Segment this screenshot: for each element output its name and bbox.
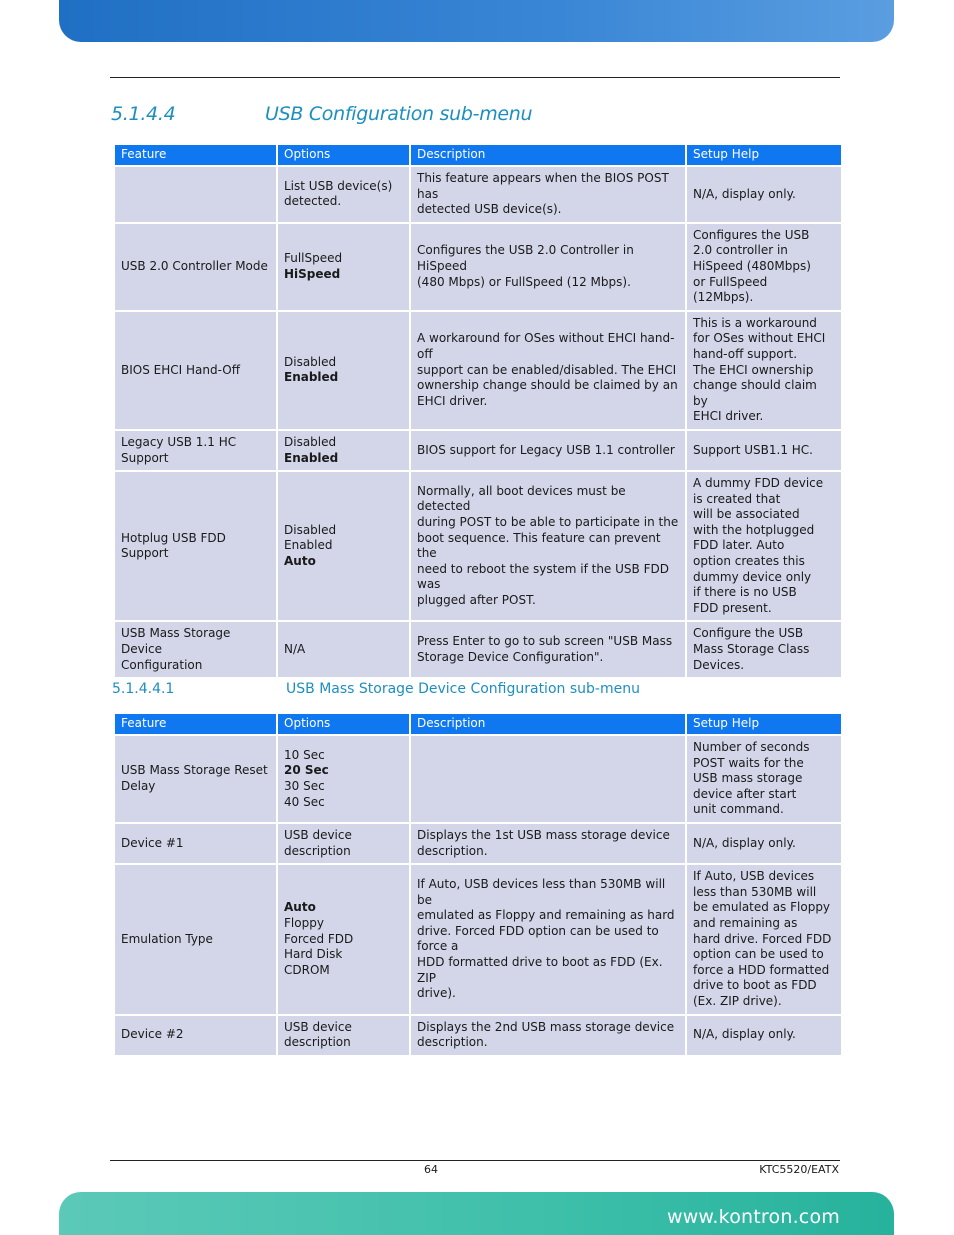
cell-text: boot sequence. This feature can prevent the <box>417 530 661 561</box>
cell-text: EHCI driver. <box>417 393 488 408</box>
table-row <box>115 312 841 429</box>
option-value: 30 Sec <box>284 778 325 793</box>
feature-cell <box>115 736 276 822</box>
cell-text: or FullSpeed <box>693 274 768 289</box>
header-description: Description <box>411 145 685 165</box>
subsection-number: 5.1.4.4.1 <box>112 681 175 697</box>
cell-text: change should claim by <box>693 378 817 408</box>
cell-text: BIOS support for Legacy USB 1.1 controller <box>417 442 675 457</box>
cell-text: Configuration <box>121 657 203 672</box>
table-row <box>115 472 841 620</box>
option-value: Enabled <box>284 450 339 465</box>
setup-help-cell <box>687 224 841 310</box>
cell-text: and remaining as <box>693 915 798 930</box>
feature-cell <box>115 312 276 429</box>
cell-text: plugged after POST. <box>417 593 536 608</box>
cell-text: Displays the 1st USB mass storage device <box>417 827 670 842</box>
cell-text: USB Mass Storage Reset <box>121 763 268 778</box>
option-value: Disabled <box>284 522 337 537</box>
option-value: Hard Disk <box>284 947 343 962</box>
option-value: USB device <box>284 1019 352 1034</box>
cell-text: If Auto, USB devices less than 530MB will be <box>417 876 666 907</box>
description-cell <box>411 224 685 310</box>
option-value: N/A <box>284 642 306 657</box>
cell-text: The EHCI ownership <box>693 362 814 377</box>
option-value: description <box>284 843 351 858</box>
setup-help-cell <box>687 312 841 429</box>
cell-text: be emulated as Floppy <box>693 900 831 915</box>
cell-text: N/A, display only. <box>693 835 796 850</box>
cell-text: Device #1 <box>121 835 184 850</box>
cell-text: 2.0 controller in <box>693 243 788 258</box>
subsection-title: USB Mass Storage Device Configuration sub-menu <box>286 681 640 697</box>
feature-cell <box>115 167 276 222</box>
setup-help-cell <box>687 167 841 222</box>
footer-rule <box>110 1160 840 1161</box>
cell-text: Delay <box>121 778 156 793</box>
cell-text: force a HDD formatted <box>693 962 830 977</box>
cell-text: less than 530MB will <box>693 884 817 899</box>
cell-text: (12Mbps). <box>693 290 754 305</box>
cell-text: N/A, display only. <box>693 1027 796 1042</box>
option-value: List USB device(s) <box>284 178 393 193</box>
option-value: USB device <box>284 827 352 842</box>
feature-cell <box>115 1016 276 1055</box>
cell-text: will be associated <box>693 507 800 522</box>
options-cell <box>278 622 409 677</box>
description-cell <box>411 431 685 470</box>
setup-help-cell <box>687 824 841 863</box>
table-row <box>115 431 841 470</box>
cell-text: A workaround for OSes without EHCI hand-off <box>417 331 675 361</box>
options-cell <box>278 224 409 310</box>
table-row <box>115 224 841 310</box>
cell-text: BIOS EHCI Hand-Off <box>121 362 240 377</box>
cell-text: Legacy USB 1.1 HC <box>121 434 237 449</box>
feature-cell <box>115 622 276 677</box>
options-cell <box>278 824 409 863</box>
option-value: Forced FDD <box>284 931 354 946</box>
option-value: 20 Sec <box>284 763 329 778</box>
feature-cell <box>115 431 276 470</box>
option-value: CDROM <box>284 962 330 977</box>
cell-text: Mass Storage Class <box>693 642 810 657</box>
cell-text: This feature appears when the BIOS POST has <box>417 171 669 201</box>
cell-text: FDD later. Auto <box>693 538 785 553</box>
cell-text: option creates this <box>693 554 805 569</box>
feature-cell <box>115 865 276 1013</box>
options-cell <box>278 312 409 429</box>
option-value: Enabled <box>284 538 333 553</box>
cell-text: If Auto, USB devices <box>693 869 815 884</box>
cell-text: Devices. <box>693 657 745 672</box>
cell-text: FDD present. <box>693 600 772 615</box>
options-cell <box>278 1016 409 1055</box>
option-value: Disabled <box>284 434 337 449</box>
website-link[interactable]: www.kontron.com <box>666 1206 840 1228</box>
header-description: Description <box>411 714 685 734</box>
description-cell <box>411 824 685 863</box>
header-setup-help: Setup Help <box>687 714 841 734</box>
table-row <box>115 167 841 222</box>
cell-text: dummy device only <box>693 569 812 584</box>
setup-help-cell <box>687 622 841 677</box>
description-cell <box>411 1016 685 1055</box>
cell-text: Number of seconds <box>693 740 810 754</box>
section-heading <box>111 103 532 125</box>
bottom-banner <box>59 1192 894 1235</box>
option-value: description <box>284 1035 351 1050</box>
table-row <box>115 622 841 677</box>
feature-cell <box>115 224 276 310</box>
cell-text: drive). <box>417 986 456 1001</box>
cell-text: A dummy FDD device <box>693 476 824 491</box>
setup-help-cell <box>687 1016 841 1055</box>
cell-text: unit command. <box>693 802 784 817</box>
cell-text: Support <box>121 450 169 465</box>
header-setup-help: Setup Help <box>687 145 841 165</box>
page-number: 64 <box>424 1163 438 1176</box>
header-feature: Feature <box>115 145 276 165</box>
cell-text: description. <box>417 843 488 858</box>
header-options: Options <box>278 145 409 165</box>
options-cell <box>278 472 409 620</box>
option-value: FullSpeed <box>284 251 343 266</box>
feature-cell <box>115 824 276 863</box>
cell-text: ownership change should be claimed by an <box>417 378 678 393</box>
cell-text: for OSes without EHCI <box>693 331 826 346</box>
cell-text: Configures the USB <box>693 227 810 242</box>
feature-cell <box>115 472 276 620</box>
subsection-heading <box>112 681 640 697</box>
option-value: Enabled <box>284 370 339 385</box>
cell-text: Support USB1.1 HC. <box>693 442 813 457</box>
description-cell <box>411 312 685 429</box>
cell-text: support can be enabled/disabled. The EHCI <box>417 362 677 377</box>
option-value: 40 Sec <box>284 794 325 809</box>
cell-text: N/A, display only. <box>693 186 796 201</box>
options-cell <box>278 167 409 222</box>
cell-text: Displays the 2nd USB mass storage device <box>417 1019 675 1034</box>
cell-text: detected USB device(s). <box>417 202 562 217</box>
section-title: USB Configuration sub-menu <box>265 103 533 125</box>
cell-text: drive to boot as FDD <box>693 978 817 993</box>
cell-text: hard drive. Forced FDD <box>693 931 832 946</box>
option-value: detected. <box>284 194 342 209</box>
description-cell <box>411 736 685 822</box>
cell-text: with the hotplugged <box>693 522 815 537</box>
description-cell <box>411 472 685 620</box>
cell-text: This is a workaround <box>693 315 817 330</box>
cell-text: (Ex. ZIP drive). <box>693 993 782 1008</box>
option-value: Auto <box>284 554 316 569</box>
setup-help-cell <box>687 472 841 620</box>
table-row <box>115 865 841 1013</box>
cell-text: if there is no USB <box>693 585 797 600</box>
cell-text: USB Mass Storage Device <box>121 626 231 657</box>
description-cell <box>411 622 685 677</box>
option-value: Disabled <box>284 354 337 369</box>
cell-text: Press Enter to go to sub screen "USB Mass <box>417 634 673 649</box>
cell-text: hand-off support. <box>693 346 798 361</box>
cell-text: HDD formatted drive to boot as FDD (Ex. ZIP <box>417 954 663 985</box>
cell-text: emulated as Floppy and remaining as hard <box>417 908 675 923</box>
document-id: KTC5520/EATX <box>759 1163 839 1176</box>
setup-help-cell <box>687 431 841 470</box>
cell-text: description. <box>417 1035 488 1050</box>
cell-text: USB mass storage <box>693 771 803 786</box>
option-value: HiSpeed <box>284 266 341 281</box>
description-cell <box>411 865 685 1013</box>
cell-text: Device #2 <box>121 1027 184 1042</box>
header-rule <box>110 77 840 78</box>
usb-mass-storage-table <box>113 712 843 1057</box>
cell-text: USB 2.0 Controller Mode <box>121 258 268 273</box>
setup-help-cell <box>687 865 841 1013</box>
table-row <box>115 736 841 822</box>
cell-text: Configure the USB <box>693 626 804 641</box>
cell-text: during POST to be able to participate in the <box>417 515 679 530</box>
top-banner <box>59 0 894 42</box>
cell-text: Hotplug USB FDD Support <box>121 530 226 561</box>
table-row <box>115 824 841 863</box>
cell-text: HiSpeed (480Mbps) <box>693 258 811 273</box>
option-value: Auto <box>284 900 316 915</box>
options-cell <box>278 431 409 470</box>
cell-text: drive. Forced FDD option can be used to force a <box>417 923 659 954</box>
options-cell <box>278 865 409 1013</box>
cell-text: Configures the USB 2.0 Controller in HiSpeed <box>417 243 634 273</box>
cell-text: Emulation Type <box>121 931 213 946</box>
cell-text: (480 Mbps) or FullSpeed (12 Mbps). <box>417 274 631 289</box>
cell-text: POST waits for the <box>693 755 804 770</box>
usb-configuration-table <box>113 143 843 679</box>
option-value: 10 Sec <box>284 747 325 762</box>
cell-text: option can be used to <box>693 947 824 962</box>
option-value: Floppy <box>284 915 324 930</box>
description-cell <box>411 167 685 222</box>
cell-text: is created that <box>693 491 781 506</box>
cell-text: need to reboot the system if the USB FDD was <box>417 561 669 592</box>
cell-text: EHCI driver. <box>693 409 764 424</box>
cell-text: device after start <box>693 786 797 801</box>
cell-text: Normally, all boot devices must be detected <box>417 483 626 514</box>
options-cell <box>278 736 409 822</box>
header-options: Options <box>278 714 409 734</box>
table-row <box>115 1016 841 1055</box>
section-number: 5.1.4.4 <box>111 103 176 125</box>
header-feature: Feature <box>115 714 276 734</box>
setup-help-cell <box>687 736 841 822</box>
cell-text: Storage Device Configuration". <box>417 649 604 664</box>
